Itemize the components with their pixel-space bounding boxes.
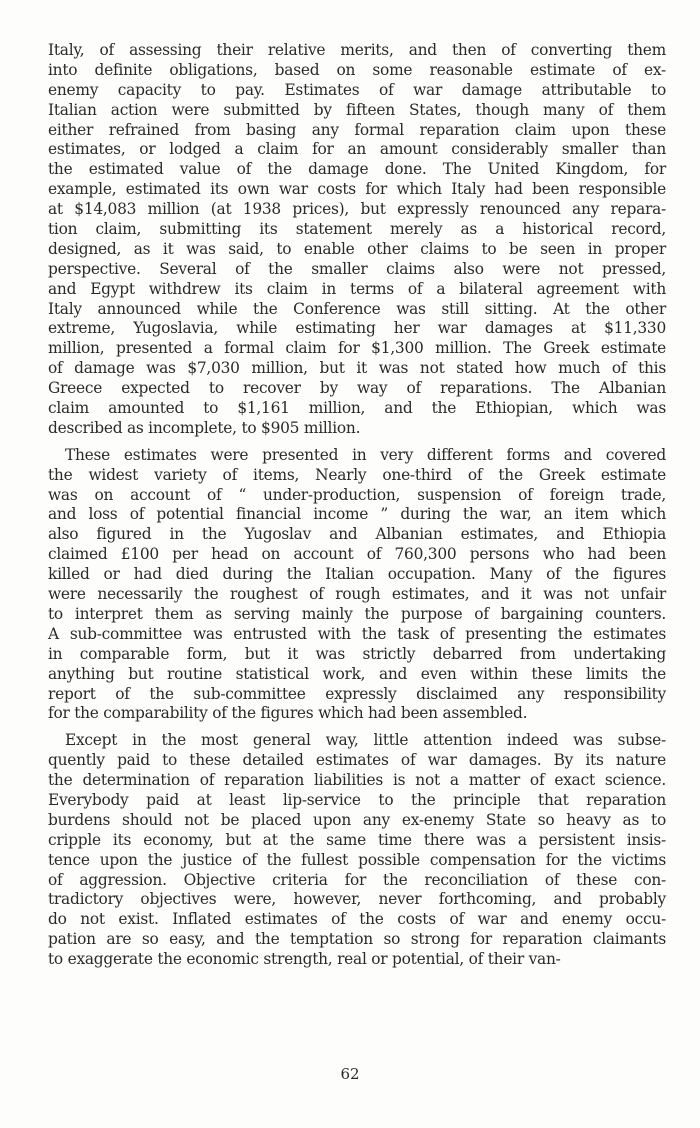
text-line: the estimated value of the damage done. The United Kingdom, for: [48, 160, 666, 179]
text-line: tence upon the justice of the fullest possible compensation for the victims: [48, 850, 666, 869]
text-line: enemy capacity to pay. Estimates of war damage attributable to: [48, 80, 666, 99]
text-line: the determination of reparation liabilities is not a matter of exact science.: [48, 771, 666, 790]
text-line: quently paid to these detailed estimates of war damages. By its nature: [48, 751, 666, 770]
text-line: killed or had died during the Italian occupation. Many of the figures: [48, 565, 666, 584]
text-line: Italian action were submitted by fifteen States, though many of them: [48, 100, 666, 119]
text-line: estimates, or lodged a claim for an amount considerably smaller than: [48, 140, 666, 159]
text-line: report of the sub-committee expressly disclaimed any responsibility: [48, 684, 666, 703]
text-line: Italy announced while the Conference was still sitting. At the other: [48, 299, 666, 318]
text-line: Greece expected to recover by way of reparations. The Albanian: [48, 379, 666, 398]
text-line: These estimates were presented in very different forms and covered: [65, 445, 666, 464]
text-line: Everybody paid at least lip-service to the principle that reparation: [48, 790, 666, 809]
text-line: perspective. Several of the smaller claims also were not pressed,: [48, 259, 666, 278]
text-line: claim amounted to $1,161 million, and the Ethiopian, which was: [48, 399, 666, 418]
text-line: burdens should not be placed upon any ex-enemy State so heavy as to: [48, 810, 666, 829]
text-line: also figured in the Yugoslav and Albanian estimates, and Ethiopia: [48, 525, 666, 544]
text-line: A sub-committee was entrusted with the task of presenting the estimates: [48, 624, 666, 643]
text-line: pation are so easy, and the temptation so strong for reparation claimants: [48, 930, 666, 949]
text-line: cripple its economy, but at the same time there was a persistent insis-: [48, 830, 666, 849]
text-line: described as incomplete, to $905 million.: [48, 418, 361, 437]
text-line: of damage was $7,030 million, but it was not stated how much of this: [48, 359, 666, 378]
text-line: at $14,083 million (at 1938 prices), but expressly renounced any repara-: [48, 200, 666, 219]
text-line: million, presented a formal claim for $1,300 million. The Greek estimate: [48, 339, 666, 358]
body-text: [48, 41, 666, 977]
text-line: claimed £100 per head on account of 760,300 persons who had been: [48, 545, 666, 564]
text-line: designed, as it was said, to enable other claims to be seen in proper: [48, 239, 666, 258]
text-line: and Egypt withdrew its claim in terms of a bilateral agreement with: [48, 279, 666, 298]
text-line: to interpret them as serving mainly the purpose of bargaining counters.: [48, 604, 666, 623]
text-line: either refrained from basing any formal reparation claim upon these: [48, 120, 666, 139]
text-line: to exaggerate the economic strength, real or potential, of their van-: [48, 950, 561, 969]
text-line: in comparable form, but it was strictly debarred from undertaking: [48, 644, 666, 663]
page-number: 62: [340, 1065, 360, 1083]
text-line: and loss of potential financial income ” during the war, an item which: [48, 505, 666, 524]
paragraph: [48, 731, 666, 970]
paragraph: [48, 41, 666, 439]
text-line: Italy, of assessing their relative merits, and then of converting them: [48, 41, 666, 59]
text-line: do not exist. Inflated estimates of the costs of war and enemy occu-: [48, 910, 666, 929]
paragraph: [48, 446, 666, 724]
text-line: anything but routine statistical work, and even within these limits the: [48, 664, 666, 683]
text-line: for the comparability of the figures which had been assembled.: [48, 704, 528, 723]
text-line: Except in the most general way, little attention indeed was subse-: [65, 731, 666, 750]
text-line: were necessarily the roughest of rough estimates, and it was not unfair: [48, 585, 666, 604]
text-line: was on account of “ under-production, suspension of foreign trade,: [48, 485, 666, 504]
text-line: into definite obligations, based on some reasonable estimate of ex-: [48, 60, 666, 79]
text-line: of aggression. Objective criteria for the reconciliation of these con-: [48, 870, 666, 889]
text-line: tradictory objectives were, however, never forthcoming, and probably: [48, 890, 666, 909]
text-line: extreme, Yugoslavia, while estimating her war damages at $11,330: [48, 319, 666, 338]
text-line: tion claim, submitting its statement merely as a historical record,: [48, 220, 666, 239]
text-line: the widest variety of items, Nearly one-third of the Greek estimate: [48, 465, 666, 484]
text-line: example, estimated its own war costs for which Italy had been responsible: [48, 180, 666, 199]
